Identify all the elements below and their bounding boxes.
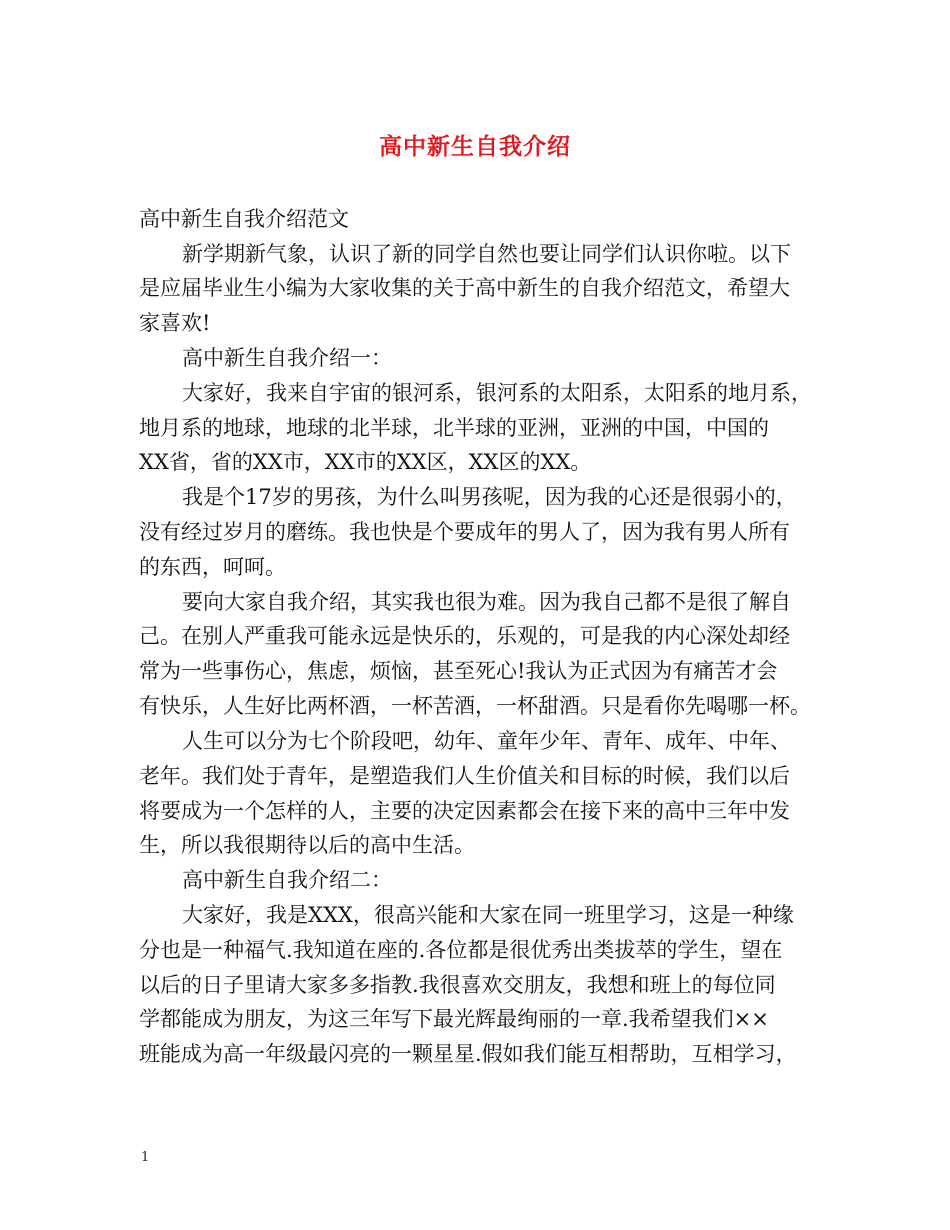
text-line: 家喜欢! xyxy=(139,311,211,335)
text-line: 生，所以我很期待以后的高中生活。 xyxy=(139,833,475,857)
text-line: 人生可以分为七个阶段吧，幼年、童年少年、青年、成年、中年、 xyxy=(182,729,791,753)
text-line: 学都能成为朋友，为这三年写下最光辉最绚丽的一章.我希望我们×× xyxy=(139,1007,769,1031)
text-line: 高中新生自我介绍一： xyxy=(182,346,392,370)
text-line: 的东西，呵呵。 xyxy=(139,555,286,579)
text-line: 常为一些事伤心，焦虑，烦恼，甚至死心!我认为正式因为有痛苦才会 xyxy=(139,659,778,683)
page-number: 1 xyxy=(141,1150,150,1165)
text-line: 分也是一种福气.我知道在座的.各位都是很优秀出类拔萃的学生，望在 xyxy=(139,938,783,962)
text-line: 己。在别人严重我可能永远是快乐的，乐观的，可是我的内心深处却经 xyxy=(139,624,790,648)
text-line: 有快乐，人生好比两杯酒，一杯苦酒，一杯甜酒。只是看你先喝哪一杯。 xyxy=(139,694,811,718)
text-line: 我是个17岁的男孩，为什么叫男孩呢，因为我的心还是很弱小的， xyxy=(182,485,797,509)
text-line: 地月系的地球，地球的北半球，北半球的亚洲，亚洲的中国，中国的 xyxy=(139,416,769,440)
text-line: 大家好，我是XXX，很高兴能和大家在同一班里学习，这是一种缘 xyxy=(182,903,794,927)
document-title: 高中新生自我介绍 xyxy=(379,133,571,160)
text-line: 大家好，我来自宇宙的银河系，银河系的太阳系，太阳系的地月系， xyxy=(182,381,812,405)
text-line: 高中新生自我介绍二： xyxy=(182,868,392,892)
text-line: 是应届毕业生小编为大家收集的关于高中新生的自我介绍范文，希望大 xyxy=(139,276,790,300)
text-line: 以后的日子里请大家多多指教.我很喜欢交朋友，我想和班上的每位同 xyxy=(139,973,776,997)
text-line: XX省，省的XX市，XX市的XX区，XX区的XX。 xyxy=(139,450,592,474)
text-line: 要向大家自我介绍，其实我也很为难。因为我自己都不是很了解自 xyxy=(182,590,791,614)
text-line: 老年。我们处于青年，是塑造我们人生价值关和目标的时候，我们以后 xyxy=(139,764,790,788)
text-line: 高中新生自我介绍范文 xyxy=(139,207,349,231)
text-line: 班能成为高一年级最闪亮的一颗星星.假如我们能互相帮助，互相学习， xyxy=(139,1042,797,1066)
text-line: 没有经过岁月的磨练。我也快是个要成年的男人了，因为我有男人所有 xyxy=(139,520,790,544)
text-line: 新学期新气象，认识了新的同学自然也要让同学们认识你啦。以下 xyxy=(182,242,791,266)
text-line: 将要成为一个怎样的人，主要的决定因素都会在接下来的高中三年中发 xyxy=(139,799,790,823)
